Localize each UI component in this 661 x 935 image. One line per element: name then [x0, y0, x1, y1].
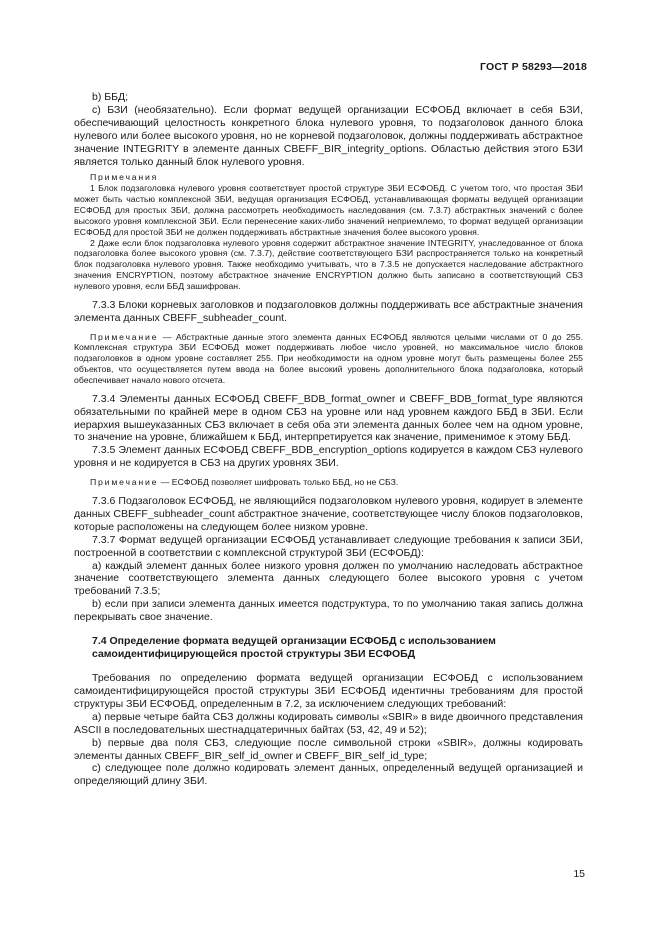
note-1: 1 Блок подзаголовка нулевого уровня соответствует простой структуре ЗБИ ЕСФОБД. С учетом того, что простая ЗБИ может быть частью комплексной ЗБИ, ведущая организация ЕСФОБД, устанавливающая форматы ведущей организации ЕСФОБД для простых ЗБИ, должна рассмотреть необходимость наследования (см. 7.3.7) абстрактных значений с более высокого уровня комплексной ЗБИ. Если перенесение каких-либо значений неприемлемо, то формат ведущей организации ЕСФОБД для простой ЗБИ не должен поддерживать абстрактные значения более высокого уровня.	[74, 183, 583, 237]
clause-7-3-7: 7.3.7 Формат ведущей организации ЕСФОБД устанавливает следующие требования к записи ЗБИ, построенной в соответствии с комплексной структурой ЗБИ (ЕСФОБД):	[74, 533, 583, 559]
note-text: — Абстрактные данные этого элемента данных ЕСФОБД являются целыми числами от 0 до 255. Комплексная структура ЗБИ ЕСФОБД может поддерживать любое число уровней, но максимальное число блоков подзаголовков в одном уровне составляет 255. При необходимости на одном уровне могут быть размещены более 255 объектов, что осуществляется путем ввода на более высокий уровень дополнительного блока подзаголовка, который обеспечивает начало нового отсчета.	[74, 331, 583, 385]
clause-7-3-4: 7.3.4 Элементы данных ЕСФОБД CBEFF_BDB_format_owner и CBEFF_BDB_format_type являются обязательными по крайней мере в одном СБЗ на уровне или над уровнем каждого ББД в ЗБИ. Если иерархия вышеуказанных СБЗ включает в себя оба эти элемента данных более чем на одном уровне, то значение на уровне, ближайшем к ББД, интерпретируется как значение, применимое к этому ББД.	[74, 392, 583, 444]
list-item-b: b) ББД;	[92, 91, 129, 103]
note-label: Примечание	[90, 477, 159, 488]
note-text: — ЕСФОБД позволяет шифровать только ББД, но не СБЗ.	[158, 477, 399, 488]
section-7-4-item-b: b) первые два поля СБЗ, следующие после символьной строки «SBIR», должны кодировать элементы данных CBEFF_BIR_self_id_owner и CBEFF_BIR_self_id_type;	[74, 736, 583, 762]
page-body	[74, 91, 583, 788]
note-7-3-5	[74, 477, 583, 488]
clause-7-3-5: 7.3.5 Элемент данных ЕСФОБД CBEFF_BDB_encryption_options кодируется в каждом СБЗ нулевого уровня и не кодируется в СБЗ на других уровнях ЗБИ.	[74, 444, 583, 470]
section-7-4-heading-line-2: самоидентифицирующейся простой структуры ЗБИ ЕСФОБД	[92, 648, 416, 661]
note-label: Примечание	[90, 331, 159, 342]
clause-7-3-7-b: b) если при записи элемента данных имеется подструктура, то по умолчанию такая запись должна перекрывать свое значение.	[74, 598, 583, 624]
note-2: 2 Даже если блок подзаголовка нулевого уровня содержит абстрактное значение INTEGRITY, унаследованное от блока подзаголовка более высокого уровня (см. 7.3.7), действие соответствующего БЗИ распространяется только на конкретный блок подзаголовка нулевого уровня. Также необходимо учитывать, что в 7.3.5 не допускается наследование абстрактного значения ENCRYPTION, поэтому абстрактное значение ENCRYPTION должно быть записано в соответствующий СБЗ нулевого уровня, если ББД зашифрован.	[74, 237, 583, 291]
note-7-3-3	[74, 332, 583, 386]
clause-7-3-3: 7.3.3 Блоки корневых заголовков и подзаголовков должны поддерживать все абстрактные значения элемента данных CBEFF_subheader_count.	[74, 298, 583, 324]
section-7-4-intro: Требования по определению формата ведущей организации ЕСФОБД с использованием самоидентифицирующейся простой структуры ЗБИ ЕСФОБД идентичны требованиям для простой структуры ЗБИ ЕСФОБД, определенным в 7.2, за исключением следующих требований:	[74, 672, 583, 710]
notes-heading: Примечания	[90, 172, 159, 183]
list-item-c: c) БЗИ (необязательно). Если формат ведущей организации ЕСФОБД включает в себя БЗИ, обеспечивающий целостность конкретного блока нулевого уровня, то подзаголовок данного блока нулевого или более высокого уровня, но не корневой подзаголовок, должны поддерживать абстрактное значение INTEGRITY в элементе данных CBEFF_BIR_integrity_options. Областью действия этого БЗИ является только данный блок нулевого уровня.	[74, 103, 583, 168]
standard-number: ГОСТ Р 58293—2018	[479, 61, 587, 73]
clause-7-3-7-a: a) каждый элемент данных более низкого уровня должен по умолчанию наследовать абстрактное значение соответствующего элемента данных следующего более высокого уровня с учетом требований 7.3.5;	[74, 559, 583, 598]
clause-7-3-6: 7.3.6 Подзаголовок ЕСФОБД, не являющийся подзаголовком нулевого уровня, кодирует в элементе данных CBEFF_subheader_count абстрактное значение, соответствующее числу блоков подзаголовков, которые расположены на следующем более низком уровне.	[74, 495, 583, 533]
page-number: 15	[573, 868, 585, 880]
section-7-4-heading-line-1: 7.4 Определение формата ведущей организации ЕСФОБД с использованием	[92, 635, 496, 648]
section-7-4-item-a: a) первые четыре байта СБЗ должны кодировать символы «SBIR» в виде двоичного представления ASCII в последовательных шестнадцатеричных байтах (53, 42, 49 и 52);	[74, 710, 583, 736]
section-7-4-item-c: c) следующее поле должно кодировать элемент данных, определенный ведущей организацией и определяющий длину ЗБИ.	[74, 762, 583, 788]
